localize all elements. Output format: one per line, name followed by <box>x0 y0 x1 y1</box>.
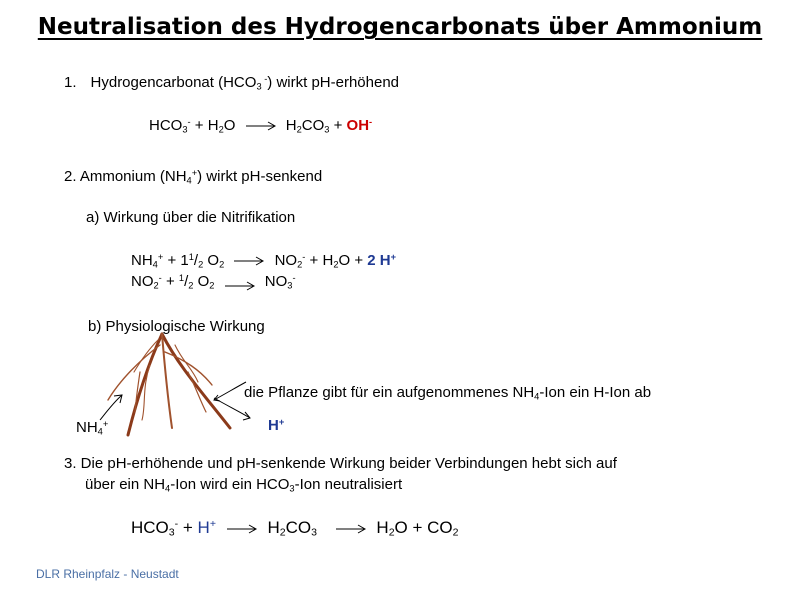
proton-product: 2 H+ <box>367 251 397 269</box>
hydroxide-ion: OH- <box>346 116 373 134</box>
section3-line2: über ein $NH_4$-Ion wird ein $HCO_3$-Ion neutralisiert <box>85 476 403 494</box>
section2-heading: 2. Ammonium $(NH_4^+)$ wirkt pH-senkend <box>64 167 323 186</box>
reaction-arrow-icon <box>227 524 257 534</box>
section3-line1: 3. Die pH-erhöhende und pH-senkende Wirkung beider Verbindungen hebt sich auf <box>64 455 617 472</box>
plant-explanation: die Pflanze gibt für ein aufgenommenes $NH_4$-Ion ein H-Ion ab <box>244 384 652 402</box>
proton-label: H+ <box>268 416 285 434</box>
section2b-heading: b) Physiologische Wirkung <box>88 318 265 335</box>
section2a-heading: a) Wirkung über die Nitrifikation <box>86 209 296 226</box>
footer-credit: DLR Rheinpfalz - Neustadt <box>36 567 179 581</box>
section1-heading: 1. Hydrogencarbonat ($HCO_3$ -) wirkt pH-erhöhend <box>64 73 400 92</box>
page-title: Neutralisation des Hydrogencarbonats über Ammonium <box>37 14 763 40</box>
reaction-arrow-icon <box>336 524 366 534</box>
nitrification-equation-2: $NO_2^- + ^1/_2$ $O_2$ $NO_3^-$ <box>131 272 296 291</box>
neutralisation-equation: $HCO_3^- + H^+$ $H_2CO_3$ $H_2O + CO_2$ <box>131 518 459 539</box>
section1-equation: $HCO_3^- + H_2O$ $H_2CO_3 + OH^-$ <box>149 116 373 135</box>
ammonium-label: $NH_4^+$ <box>76 418 109 437</box>
nitrification-equation-1: $NH_4^+ + 1^1/_2$ $O_2$ $NO_2^- + H_2O + 2$ H+ <box>131 251 397 270</box>
proton-reactant: H+ <box>197 518 216 537</box>
